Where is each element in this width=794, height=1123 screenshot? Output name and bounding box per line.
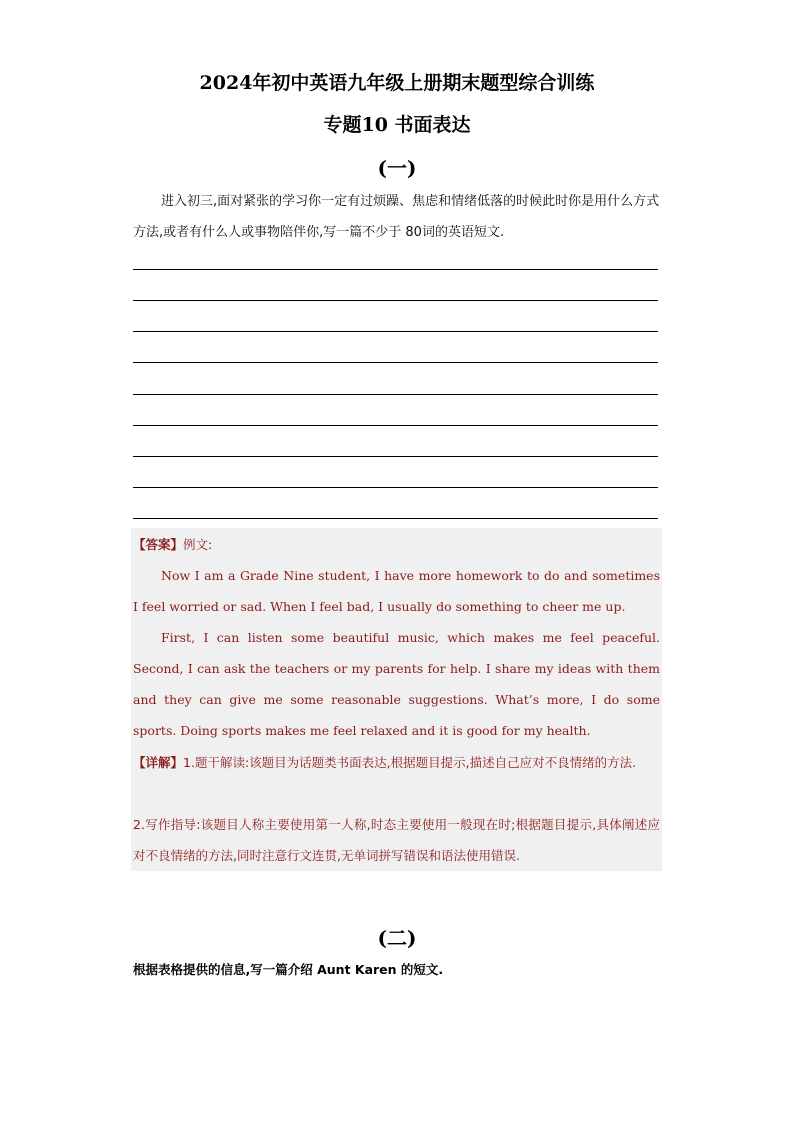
topic-title: 专题10 书面表达 (323, 114, 471, 136)
answer-label: 例文: (183, 537, 213, 552)
writing-line (133, 300, 658, 301)
detail-bracket: 【详解】 (133, 755, 184, 770)
detail-line-1 (133, 747, 660, 778)
answer-label-line (133, 529, 660, 560)
writing-line (133, 269, 658, 270)
section-1-number: (一) (377, 156, 417, 180)
sample-essay-paragraph-2: First, I can listen some beautiful music, which makes me feel peaceful. Second, I can ask the teachers or my parents for help. I share my ideas with them and they can give me some reasonable suggestions. What’s more, I do some sports. Doing sports makes me feel relaxed and it is good for my health. (133, 630, 660, 738)
writing-line (133, 425, 658, 426)
writing-line (133, 394, 658, 395)
writing-line (133, 331, 658, 332)
answer-bracket: 【答案】 (133, 537, 184, 552)
main-title: 2024年初中英语九年级上册期末题型综合训练 (199, 72, 595, 94)
detail-line-2: 2.写作指导:该题目人称主要使用第一人称,时态主要使用一般现在时;根据题目提示,具体阐述应对不良情绪的方法,同时注意行文连贯,无单词拼写错误和语法使用错误. (133, 817, 660, 863)
writing-line (133, 362, 658, 363)
detail-text-1: 1.题干解读:该题目为话题类书面表达,根据题目提示,描述自己应对不良情绪的方法. (183, 755, 637, 770)
section-2-prompt: 根据表格提供的信息,写一篇介绍 Aunt Karen 的短文. (133, 962, 444, 977)
answer-box (131, 528, 662, 871)
writing-line (133, 456, 658, 457)
writing-line (133, 487, 658, 488)
section-2-number: (二) (377, 926, 417, 950)
sample-essay-paragraph-1: Now I am a Grade Nine student, I have more homework to do and sometimes I feel worried or sad. When I feel bad, I usually do something to cheer me up. (133, 568, 660, 614)
section-1-prompt: 进入初三,面对紧张的学习你一定有过烦躁、焦虑和情绪低落的时候此时你是用什么方式方法,或者有什么人或事物陪伴你,写一篇不少于 80词的英语短文. (133, 194, 660, 240)
writing-line (133, 518, 658, 519)
